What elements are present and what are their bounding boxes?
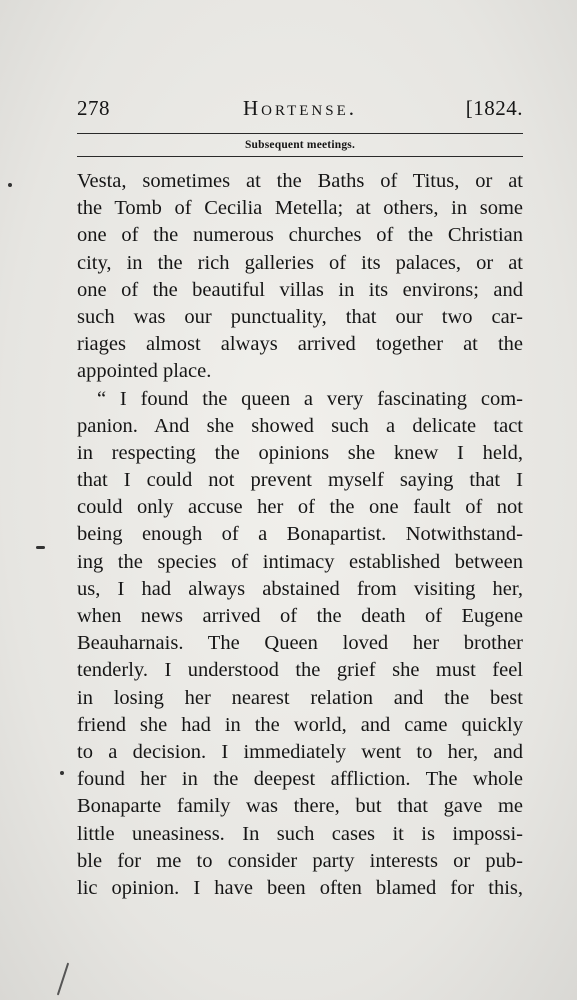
running-title: Hortense. — [242, 96, 357, 120]
text-line: the Tomb of Cecilia Metella; at others, in some — [77, 197, 523, 220]
text-line: us, I had always abstained from visiting her, — [77, 577, 523, 600]
running-head — [77, 96, 523, 128]
running-year: [1824. — [465, 96, 523, 120]
side-note: Subsequent meetings. — [244, 139, 356, 151]
text-line: in respecting the opinions she knew I held, — [77, 441, 523, 464]
text-line: ble for me to consider party interests or pub- — [77, 849, 523, 872]
text-line: that I could not prevent myself saying that I — [77, 469, 523, 492]
text-line: tenderly. I understood the grief she must feel — [77, 659, 523, 682]
text-line: such was our punctuality, that our two car- — [77, 305, 523, 328]
text-line: riages almost always arrived together at the — [77, 333, 523, 356]
text-line: one of the numerous churches of the Christian — [77, 224, 523, 247]
text-line: little uneasiness. In such cases it is impossi- — [77, 822, 523, 845]
text-line: Beauharnais. The Queen loved her brother — [77, 632, 523, 655]
ink-speck — [8, 183, 12, 187]
page-number: 278 — [77, 96, 110, 120]
text-line: could only accuse her of the one fault of not — [77, 496, 523, 519]
text-line: in losing her nearest relation and the best — [77, 686, 523, 709]
text-line: lic opinion. I have been often blamed for this, — [77, 876, 523, 899]
ink-speck — [60, 771, 64, 775]
text-line: panion. And she showed such a delicate tact — [77, 414, 523, 437]
text-line: Bonaparte family was there, but that gave me — [77, 795, 523, 818]
text-line: friend she had in the world, and came quickly — [77, 713, 523, 736]
text-line: when news arrived of the death of Eugene — [77, 605, 523, 627]
text-line: Vesta, sometimes at the Baths of Titus, or at — [77, 170, 523, 192]
text-line: city, in the rich galleries of its palaces, or at — [77, 251, 523, 274]
header-rule-top — [77, 133, 523, 134]
body-text — [77, 168, 523, 902]
text-line: found her in the deepest affliction. The whole — [77, 768, 523, 791]
text-line: being enough of a Bonapartist. Notwithstand- — [77, 523, 523, 546]
ink-speck — [36, 546, 45, 549]
text-line: “ I found the queen a very fascinating com- — [97, 387, 523, 410]
pencil-stroke — [57, 963, 69, 996]
text-line: to a decision. I immediately went to her, and — [77, 740, 523, 763]
text-line: ing the species of intimacy established between — [77, 550, 523, 573]
text-line: one of the beautiful villas in its environs; and — [77, 278, 523, 301]
text-line: appointed place. — [77, 360, 212, 383]
header-rule-bottom — [77, 156, 523, 157]
